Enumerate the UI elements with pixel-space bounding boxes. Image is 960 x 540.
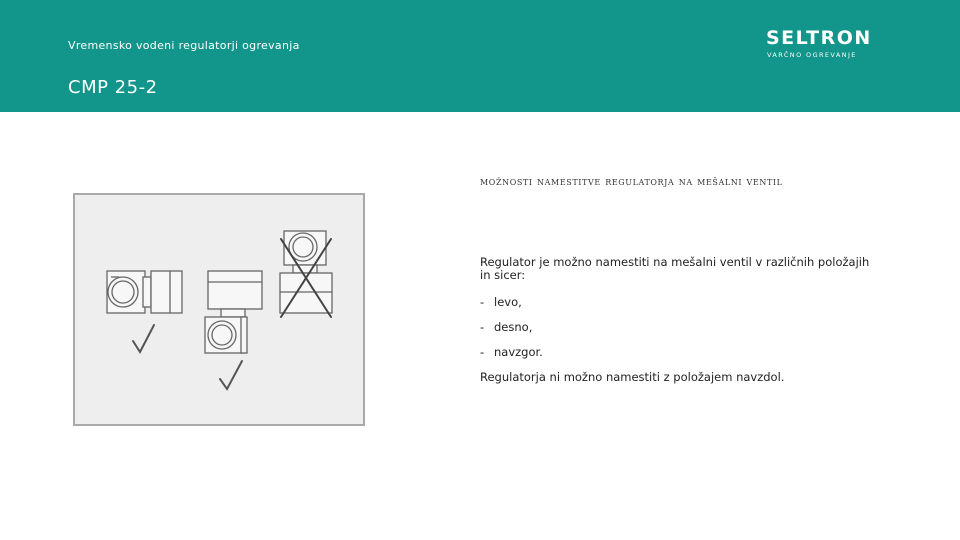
note-paragraph: Regulatorja ni možno namestiti z položajem navzdol. — [480, 370, 785, 384]
description-text — [480, 256, 870, 384]
section-heading: možnosti namestitve regulatorja na mešalni ventil — [480, 174, 783, 188]
seltron-logo — [766, 28, 894, 62]
intro-paragraph: Regulator je možno namestiti na mešalni ventil v različnih položajih in sicer: — [480, 255, 870, 282]
option-label: navzgor. — [494, 345, 543, 359]
page-title: CMP 25-2 — [68, 77, 158, 98]
checkmark-icon — [133, 325, 154, 352]
regulator-left-icon — [107, 271, 182, 313]
option-item: - navzgor. — [480, 345, 543, 359]
regulator-up-icon — [205, 271, 262, 353]
option-item: - desno, — [480, 320, 533, 334]
option-item: - levo, — [480, 295, 522, 309]
logo-wordmark: SELTRON — [766, 27, 872, 49]
checkmark-icon — [220, 361, 242, 389]
option-label: levo, — [494, 295, 522, 309]
mounting-diagram-svg — [75, 195, 363, 424]
mounting-diagram — [73, 193, 365, 426]
logo-tagline: VARČNO OGREVANJE — [767, 51, 857, 59]
option-label: desno, — [494, 320, 533, 334]
header-subtitle: Vremensko vodeni regulatorji ogrevanja — [68, 39, 300, 52]
regulator-down-icon — [280, 231, 332, 313]
header-bar — [0, 0, 960, 112]
